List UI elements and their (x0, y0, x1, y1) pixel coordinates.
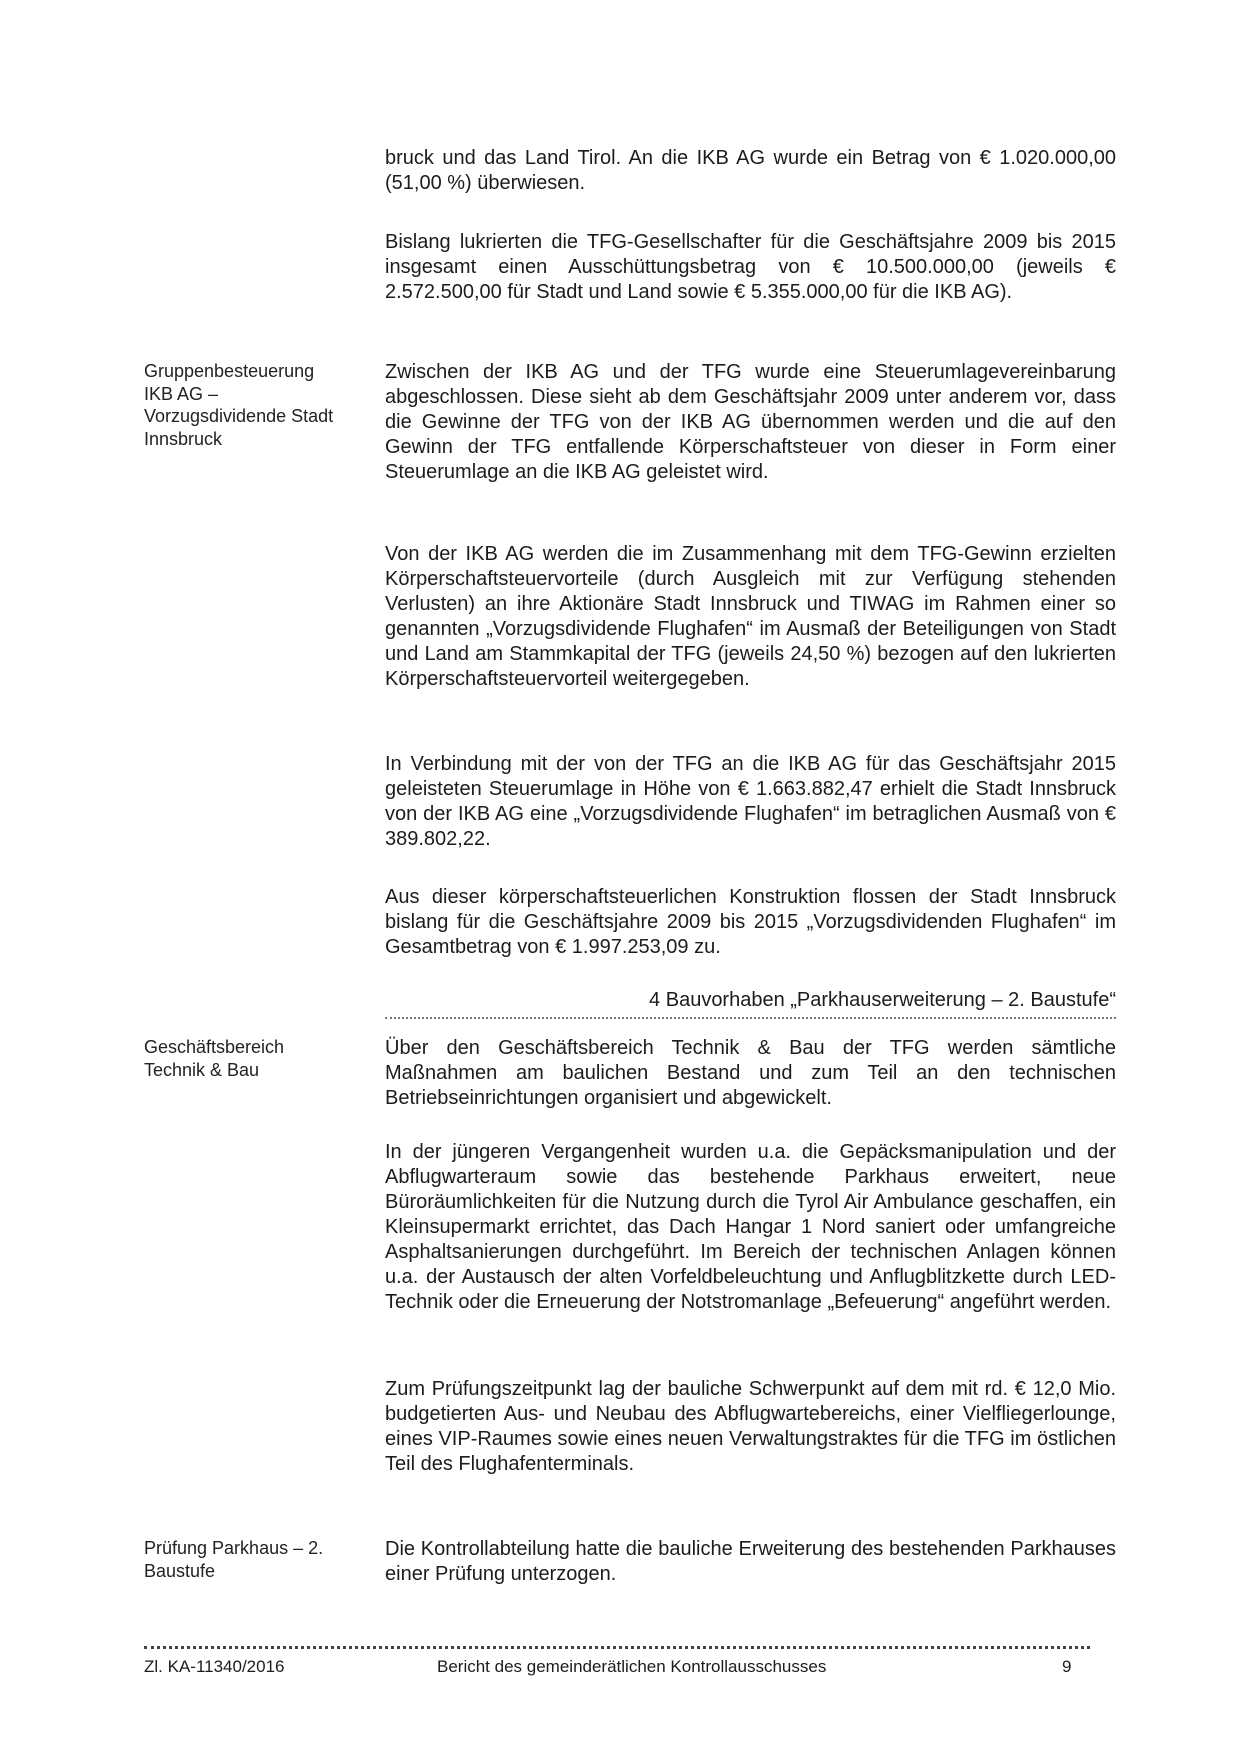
footer-divider (144, 1646, 1090, 1649)
footer-report-title: Bericht des gemeinderätlichen Kontrollausschusses (437, 1657, 827, 1676)
paragraph-tax-allocation-agreement: Zwischen der IKB AG und der TFG wurde eine Steuerumlagevereinbarung abgeschlossen. Diese sieht ab dem Geschäftsjahr 2009 unter anderem vor, dass die Gewinne der TFG von der IKB AG übernommen werden und die auf den Gewinn der TFG entfallende Körperschaftsteuer von dieser in Form einer Steuerumlage an die IKB AG geleistet wird. (385, 361, 1116, 483)
paragraph-allocation-ikb: bruck und das Land Tirol. An die IKB AG wurde ein Betrag von € 1.020.000,00 (51,00 %) überwiesen. (385, 147, 1116, 194)
paragraph-distributions-total: Bislang lukrierten die TFG-Gesellschafter für die Geschäftsjahre 2009 bis 2015 insgesamt einen Ausschüttungsbetrag von € 10.500.000,00 (jeweils € 2.572.500,00 für Stadt und Land sowie € 5.355.000,00 für die IKB AG). (385, 231, 1116, 303)
section-heading: 4 Bauvorhaben „Parkhauserweiterung – 2. Baustufe“ (649, 989, 1116, 1011)
paragraph-preferred-dividend-2015: In Verbindung mit der von der TFG an die IKB AG für das Geschäftsjahr 2015 geleisteten Steuerumlage in Höhe von € 1.663.882,47 erhielt die Stadt Innsbruck von der IKB AG eine „Vorzugsdividende Flughafen“ im betraglichen Ausmaß von € 389.802,22. (385, 753, 1116, 850)
paragraph-technik-bau: Über den Geschäftsbereich Technik & Bau der TFG werden sämtliche Maßnahmen am baulichen Bestand und zum Teil an den technischen Betriebseinrichtungen organisiert und abgewickelt. (385, 1037, 1116, 1109)
paragraph-parking-audit: Die Kontrollabteilung hatte die bauliche Erweiterung des bestehenden Parkhauses einer Prüfung unterzogen. (385, 1538, 1116, 1585)
margin-note-group-taxation: Gruppenbesteuerung IKB AG – Vorzugsdividende Stadt Innsbruck (144, 361, 334, 449)
paragraph-tax-advantages: Von der IKB AG werden die im Zusammenhang mit dem TFG-Gewinn erzielten Körperschaftsteuervorteile (durch Ausgleich mit zur Verfügung stehenden Verlusten) an ihre Aktionäre Stadt Innsbruck und TIWAG im Rahmen einer so genannten „Vorzugsdividende Flughafen“ im Ausmaß der Beteiligungen von Stadt und Land am Stammkapital der TFG (jeweils 24,50 %) bezogen auf den lukrierten Körperschaftsteuervorteil weitergegeben. (385, 543, 1116, 690)
margin-note-technik-bau: Geschäftsbereich Technik & Bau (144, 1037, 285, 1080)
paragraph-preferred-dividend-total: Aus dieser körperschaftsteuerlichen Konstruktion flossen der Stadt Innsbruck bislang für die Geschäftsjahre 2009 bis 2015 „Vorzugsdividenden Flughafen“ im Gesamtbetrag von € 1.997.253,09 zu. (385, 886, 1116, 958)
paragraph-construction-focus: Zum Prüfungszeitpunkt lag der bauliche Schwerpunkt auf dem mit rd. € 12,0 Mio. budgetierten Aus- und Neubau des Abflugwartebereichs, einer Vielfliegerlounge, eines VIP-Raumes sowie eines neuen Verwaltungstraktes für die TFG im östlichen Teil des Flughafenterminals. (385, 1378, 1116, 1475)
paragraph-recent-measures: In der jüngeren Vergangenheit wurden u.a. die Gepäcksmanipulation und der Abflugwarteraum sowie das bestehende Parkhaus erweitert, neue Büroräumlichkeiten für die Nutzung durch die Tyrol Air Ambulance geschaffen, ein Kleinsupermarkt errichtet, das Dach Hangar 1 Nord saniert oder umfangreiche Asphaltsanierungen durchgeführt. Im Bereich der technischen Anlagen können u.a. der Austausch der alten Vorfeldbeleuchtung und Anflugblitzkette durch LED-Technik oder die Erneuerung der Notstromanlage „Befeuerung“ angeführt werden. (385, 1141, 1116, 1313)
section-heading-divider (385, 1017, 1116, 1019)
footer-reference: Zl. KA-11340/2016 (144, 1657, 285, 1676)
footer-page-number: 9 (1062, 1657, 1072, 1676)
margin-note-parking-audit: Prüfung Parkhaus – 2. Baustufe (144, 1538, 324, 1581)
